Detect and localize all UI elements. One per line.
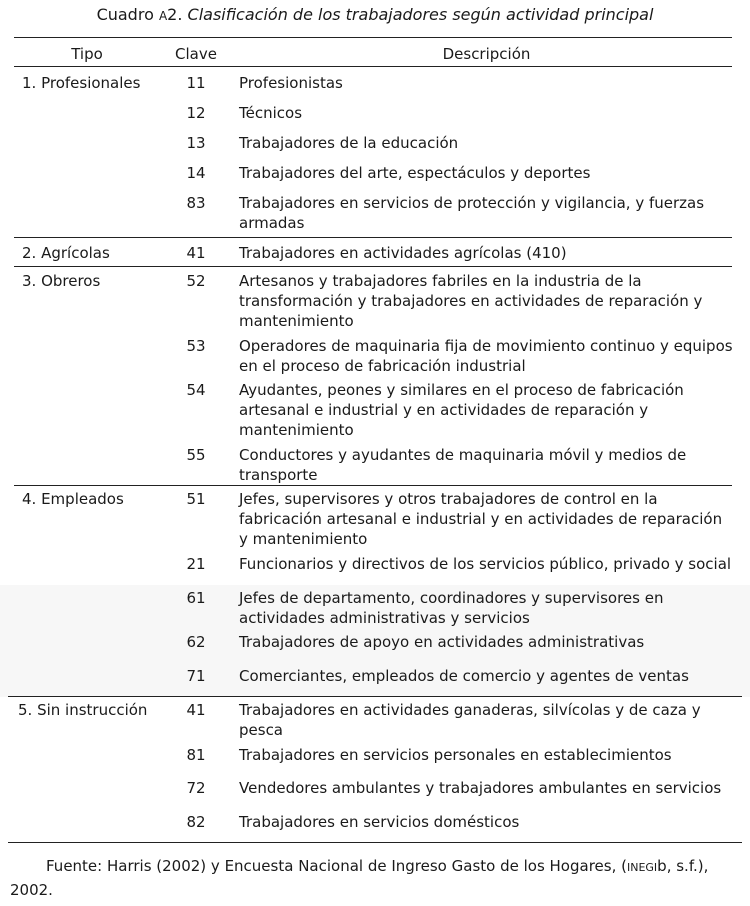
group-rule — [8, 696, 742, 697]
cell-descripcion: Vendedores ambulantes y trabajadores ambulantes en servicios — [239, 779, 722, 797]
cell-clave: 55 — [186, 446, 206, 464]
cell-clave: 81 — [186, 746, 206, 764]
caption-number-suffix: 2. — [167, 5, 183, 24]
cell-descripcion: Trabajadores de apoyo en actividades administrativas — [239, 633, 645, 651]
cell-descripcion: Conductores y ayudantes de maquinaria móvil y medios de transporte — [239, 446, 687, 484]
cell-descripcion: Técnicos — [239, 104, 303, 122]
cell-tipo: 4. Empleados — [22, 490, 124, 508]
cell-clave: 82 — [186, 813, 206, 831]
cell-clave: 41 — [186, 244, 206, 262]
cell-descripcion: Jefes de departamento, coordinadores y supervisores en actividades administrativas y servicios — [239, 589, 664, 627]
cell-tipo: 1. Profesionales — [22, 74, 141, 92]
cell-descripcion: Comerciantes, empleados de comercio y agentes de ventas — [239, 667, 689, 685]
cell-descripcion: Trabajadores en actividades agrícolas (410) — [239, 244, 567, 262]
caption-number: A — [158, 9, 168, 23]
source-inegi: INEGI — [626, 861, 658, 874]
top-rule — [14, 37, 732, 38]
table-caption — [0, 4, 750, 27]
cell-descripcion: Trabajadores en servicios de protección y vigilancia, y fuerzas armadas — [239, 194, 705, 232]
source-text-after: b, s.f.), 2002. — [10, 857, 709, 899]
cell-clave: 53 — [186, 337, 206, 355]
cell-descripcion: Trabajadores en actividades ganaderas, silvícolas y de caza y pesca — [239, 701, 701, 739]
source-text-before: Fuente: Harris (2002) y Encuesta Nacional de Ingreso Gasto de los Hogares, ( — [46, 857, 627, 875]
cell-clave: 52 — [186, 272, 206, 290]
cell-clave: 21 — [186, 555, 206, 573]
cell-descripcion: Artesanos y trabajadores fabriles en la industria de la transformación y trabajadores en actividades de reparación y mantenimiento — [239, 272, 703, 330]
cell-descripcion: Trabajadores en servicios personales en establecimientos — [239, 746, 672, 764]
group-rule — [14, 266, 732, 267]
cell-clave: 14 — [186, 164, 206, 182]
group-rule — [14, 485, 732, 486]
cell-clave: 72 — [186, 779, 206, 797]
header-descripcion: Descripción — [442, 45, 531, 63]
bottom-rule — [8, 842, 742, 843]
caption-prefix: Cuadro — [96, 5, 159, 24]
cell-descripcion: Trabajadores de la educación — [239, 134, 459, 152]
cell-clave: 12 — [186, 104, 206, 122]
cell-clave: 83 — [186, 194, 206, 212]
cell-tipo: 2. Agrícolas — [22, 244, 110, 262]
cell-descripcion: Trabajadores en servicios domésticos — [239, 813, 520, 831]
cell-tipo: 3. Obreros — [22, 272, 101, 290]
cell-descripcion: Profesionistas — [239, 74, 343, 92]
cell-clave: 61 — [186, 589, 206, 607]
group-rule — [14, 237, 732, 238]
cell-tipo: 5. Sin instrucción — [18, 701, 148, 719]
header-clave: Clave — [175, 45, 217, 63]
cell-clave: 71 — [186, 667, 206, 685]
cell-descripcion: Trabajadores del arte, espectáculos y deportes — [239, 164, 591, 182]
cell-descripcion: Ayudantes, peones y similares en el proceso de fabricación artesanal e industrial y en actividades de reparación y mantenimiento — [239, 381, 684, 439]
cell-clave: 41 — [186, 701, 206, 719]
header-rule — [14, 66, 732, 67]
cell-clave: 54 — [186, 381, 206, 399]
source-note — [10, 855, 738, 901]
cell-clave: 62 — [186, 633, 206, 651]
cell-descripcion: Operadores de maquinaria fija de movimiento continuo y equipos en el proceso de fabricación industrial — [239, 337, 733, 375]
cell-clave: 51 — [186, 490, 206, 508]
cell-descripcion: Funcionarios y directivos de los servicios público, privado y social — [239, 555, 732, 573]
cell-descripcion: Jefes, supervisores y otros trabajadores de control en la fabricación artesanal e industrial y en actividades de reparación y mantenimiento — [239, 490, 723, 548]
header-tipo: Tipo — [71, 45, 103, 63]
cell-clave: 13 — [186, 134, 206, 152]
caption-title: Clasificación de los trabajadores según actividad principal — [187, 5, 654, 24]
cell-clave: 11 — [186, 74, 206, 92]
